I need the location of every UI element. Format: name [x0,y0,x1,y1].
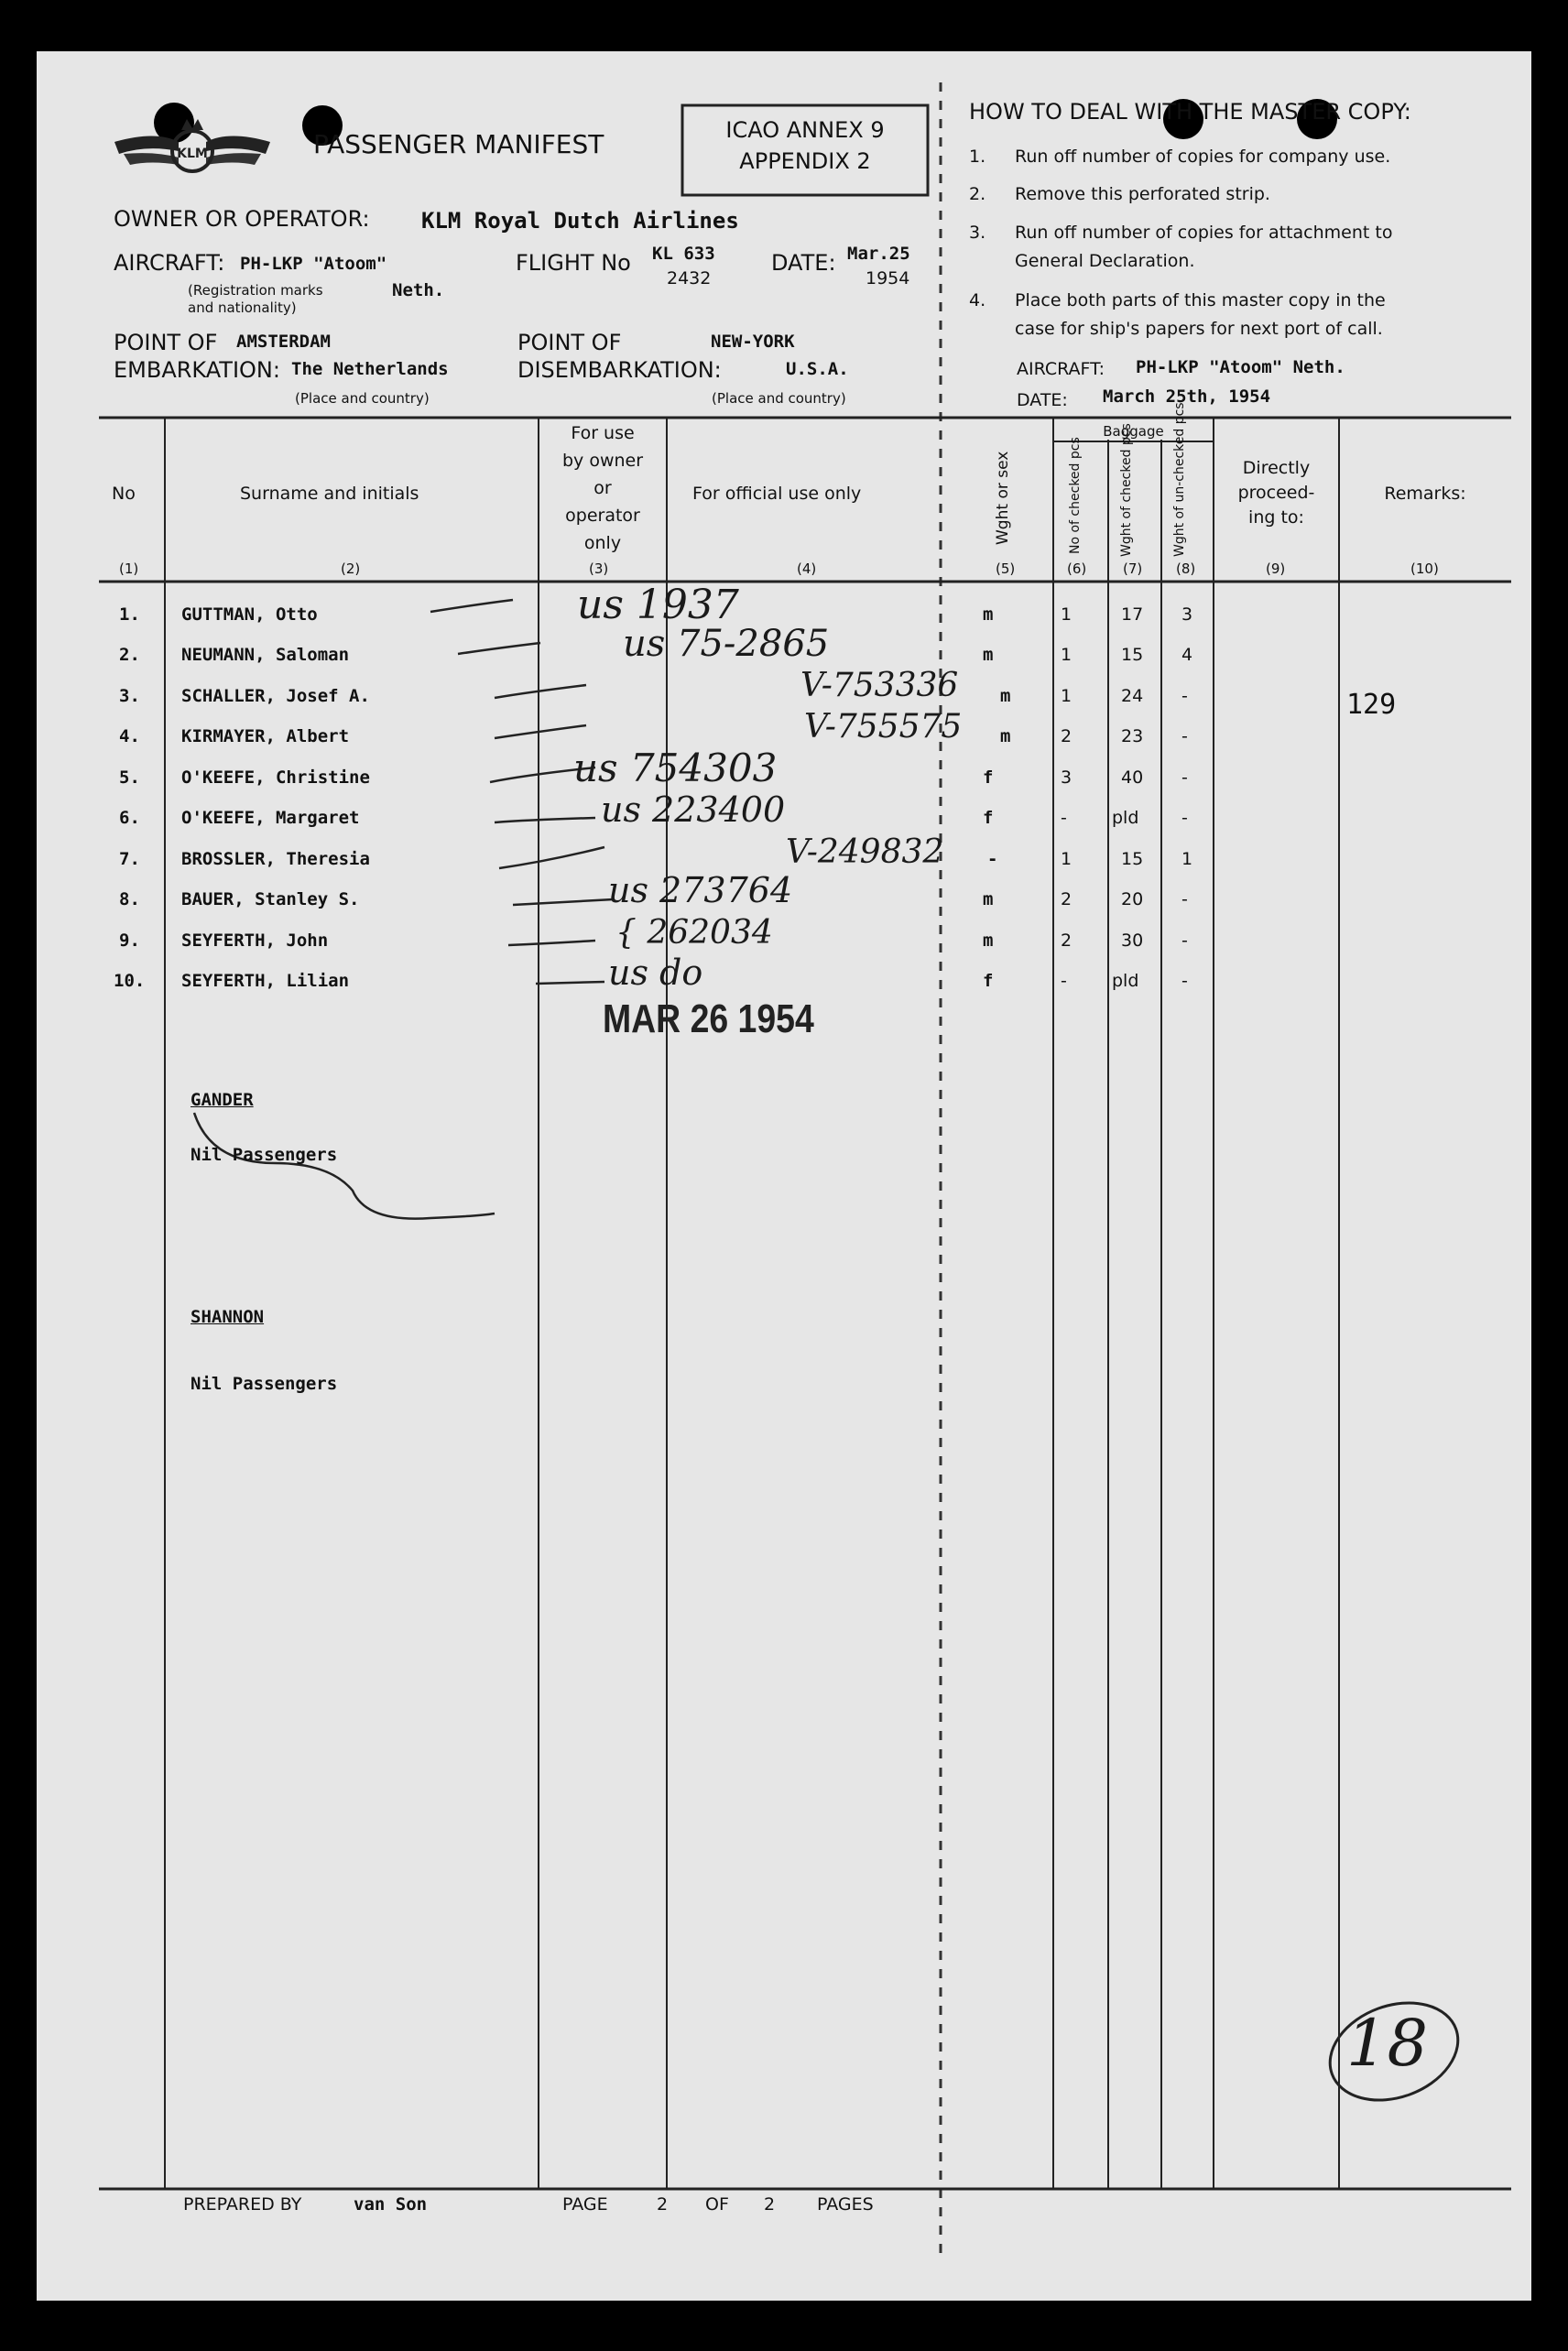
col-number-4: (4) [797,561,817,577]
section-text-shannon: Nil Passengers [191,1374,338,1394]
col-number-5: (5) [996,561,1016,577]
visa-handwritten: us 223400 [601,789,786,830]
visa-handwritten: us 1937 [577,582,739,628]
section-title-shannon: SHANNON [191,1307,265,1327]
checked-weight: 40 [1121,767,1144,788]
col-header-baggage: Baggage [1103,423,1164,440]
row-number: 8. [119,889,140,909]
visa-handwritten: us do [608,952,703,993]
checked-pieces: - [1061,971,1067,991]
col-header-weight-checked: Wght of checked pcs [1119,423,1134,557]
embarkation-label-1: POINT OF [114,330,218,355]
instruction-1-text: Run off number of copies for company use. [1015,147,1391,167]
page-title: PASSENGER MANIFEST [313,129,604,159]
passenger-name: GUTTMAN, Otto [181,604,318,625]
flight-value-2: 2432 [667,268,712,288]
col-header-no: No [112,484,136,504]
unchecked-weight: - [1181,686,1188,706]
date-stamp: MAR 26 1954 [603,996,814,1041]
passenger-name: SEYFERTH, Lilian [181,971,350,991]
aircraft-sublabel-1: (Registration marks [188,282,323,299]
col-header-owner-use-4: operator [565,506,640,526]
col-header-owner-use-1: For use [571,423,635,443]
visa-handwritten: { 262034 [615,914,773,952]
flight-value-1: KL 633 [652,244,715,264]
checked-weight: 23 [1121,726,1144,746]
page-number: 2 [657,2194,669,2215]
col-header-owner-use-5: only [583,533,622,553]
instruction-4-text-2: case for ship's papers for next port of call. [1015,319,1383,339]
checked-weight: 15 [1121,849,1144,869]
row-number: 6. [119,808,140,828]
row-number: 3. [119,686,140,706]
passenger-sex: f [983,971,994,991]
instruction-3-text-1: Run off number of copies for attachment to [1015,223,1393,243]
checked-weight: 30 [1121,931,1144,951]
embarkation-label-2: EMBARKATION: [114,357,280,383]
total-pages: 2 [764,2194,776,2215]
instruction-2-num: 2. [969,184,986,204]
row-number: 5. [119,767,140,788]
disembarkation-value-1: NEW-YORK [711,332,795,352]
pages-label: PAGES [817,2194,874,2215]
passenger-sex: m [983,645,994,665]
passenger-sex: m [983,931,994,951]
col-number-6: (6) [1067,561,1087,577]
passenger-name: SCHALLER, Josef A. [181,686,370,706]
unchecked-weight: 1 [1181,849,1193,869]
unchecked-weight: 4 [1181,645,1193,665]
col-number-2: (2) [341,561,361,577]
passenger-sex: m [983,889,994,909]
passenger-name: BAUER, Stanley S. [181,889,360,909]
checked-weight: pld [1112,808,1139,828]
passenger-sex: m [1000,686,1011,706]
klm-logo [110,110,275,183]
passenger-sex: m [983,604,994,625]
section-text-gander: Nil Passengers [191,1145,338,1165]
flight-label: FLIGHT No [516,250,631,276]
checked-pieces: 2 [1061,726,1073,746]
date-label: DATE: [771,250,836,276]
visa-handwritten: us 75-2865 [623,623,830,665]
passenger-name: NEUMANN, Saloman [181,645,350,665]
col-header-surname: Surname and initials [240,484,419,504]
col-header-owner-use-3: or [593,478,612,498]
col-header-weight-sex: Wght or sex [994,451,1012,545]
visa-handwritten: us 754303 [573,746,778,790]
checked-pieces: 1 [1061,686,1073,706]
aircraft-label: AIRCRAFT: [114,250,225,276]
remark-129: 129 [1346,689,1397,721]
row-number: 4. [119,726,140,746]
checked-weight: 20 [1121,889,1144,909]
prepared-by-value: van Son [354,2194,428,2215]
instruction-2-text: Remove this perforated strip. [1015,184,1270,204]
disembarkation-label-1: POINT OF [517,330,622,355]
checked-weight: 24 [1121,686,1144,706]
col-number-8: (8) [1176,561,1196,577]
checked-pieces: 1 [1061,849,1073,869]
col-header-owner-use-2: by owner [561,451,644,471]
strip-aircraft-value: PH-LKP "Atoom" Neth. [1136,357,1345,377]
checked-pieces: 1 [1061,604,1073,625]
embarkation-value-1: AMSTERDAM [236,332,331,352]
col-number-3: (3) [589,561,609,577]
unchecked-weight: - [1181,726,1188,746]
aircraft-nationality: Neth. [392,280,445,300]
row-number: 2. [119,645,140,665]
col-header-weight-unchecked: Wght of un-checked pcs [1172,402,1187,557]
passenger-sex: f [983,808,994,828]
col-number-1: (1) [119,561,139,577]
unchecked-weight: 3 [1181,604,1193,625]
page-mark-handwritten: 18 [1346,2006,1429,2081]
unchecked-weight: - [1181,889,1188,909]
col-header-official: For official use only [692,484,862,504]
unchecked-weight: - [1181,767,1188,788]
embarkation-value-2: The Netherlands [291,359,449,379]
checked-pieces: 2 [1061,931,1073,951]
instruction-1-num: 1. [969,147,986,167]
aircraft-sublabel-2: and nationality) [188,299,297,316]
passenger-name: O'KEEFE, Margaret [181,808,360,828]
strip-aircraft-label: AIRCRAFT: [1017,359,1105,379]
svg-text:KLM: KLM [177,147,208,161]
col-header-directly-2: proceed- [1237,483,1315,503]
embarkation-sublabel: (Place and country) [295,390,430,407]
passenger-sex: - [987,849,998,869]
instructions-title: HOW TO DEAL WITH THE MASTER COPY: [969,99,1411,125]
checked-weight: 17 [1121,604,1144,625]
col-number-10: (10) [1410,561,1439,577]
strip-date-value: March 25th, 1954 [1103,386,1271,407]
passenger-sex: m [1000,726,1011,746]
passenger-name: BROSSLER, Theresia [181,849,370,869]
checked-pieces: 3 [1061,767,1073,788]
disembarkation-sublabel: (Place and country) [712,390,846,407]
checked-pieces: 2 [1061,889,1073,909]
owner-label: OWNER OR OPERATOR: [114,206,370,232]
strip-date-label: DATE: [1017,390,1068,410]
passenger-name: O'KEEFE, Christine [181,767,370,788]
row-number: 9. [119,931,140,951]
instruction-4-text-1: Place both parts of this master copy in the [1015,290,1386,310]
unchecked-weight: - [1181,808,1188,828]
row-number: 10. [114,971,146,991]
passenger-name: SEYFERTH, John [181,931,329,951]
visa-handwritten: V-249832 [786,833,944,871]
col-header-directly-1: Directly [1242,458,1311,478]
section-title-gander: GANDER [191,1090,254,1110]
page-label: PAGE [562,2194,608,2215]
checked-pieces: 1 [1061,645,1073,665]
col-header-checked-pcs: No of checked pcs [1068,437,1083,554]
col-header-directly-3: ing to: [1248,507,1304,528]
checked-pieces: - [1061,808,1067,828]
visa-handwritten: V-753336 [800,667,959,704]
disembarkation-value-2: U.S.A. [786,359,849,379]
icao-annex-line1: ICAO ANNEX 9 [725,117,885,143]
date-value-2: 1954 [866,268,910,288]
instruction-3-text-2: General Declaration. [1015,251,1195,271]
date-value-1: Mar.25 [847,244,910,264]
checked-weight: pld [1112,971,1139,991]
row-number: 7. [119,849,140,869]
visa-handwritten: V-755575 [804,708,963,746]
owner-value: KLM Royal Dutch Airlines [421,208,739,234]
prepared-by-label: PREPARED BY [183,2194,302,2215]
row-number: 1. [119,604,140,625]
unchecked-weight: - [1181,971,1188,991]
instruction-4-num: 4. [969,290,986,310]
disembarkation-label-2: DISEMBARKATION: [517,357,722,383]
col-number-9: (9) [1266,561,1286,577]
of-label: OF [705,2194,729,2215]
col-number-7: (7) [1123,561,1143,577]
instruction-3-num: 3. [969,223,986,243]
passenger-name: KIRMAYER, Albert [181,726,350,746]
aircraft-value: PH-LKP "Atoom" [240,254,387,274]
icao-annex-line2: APPENDIX 2 [739,148,871,174]
passenger-sex: f [983,767,994,788]
col-header-remarks: Remarks: [1384,484,1466,504]
unchecked-weight: - [1181,931,1188,951]
visa-handwritten: us 273764 [608,870,793,910]
checked-weight: 15 [1121,645,1144,665]
